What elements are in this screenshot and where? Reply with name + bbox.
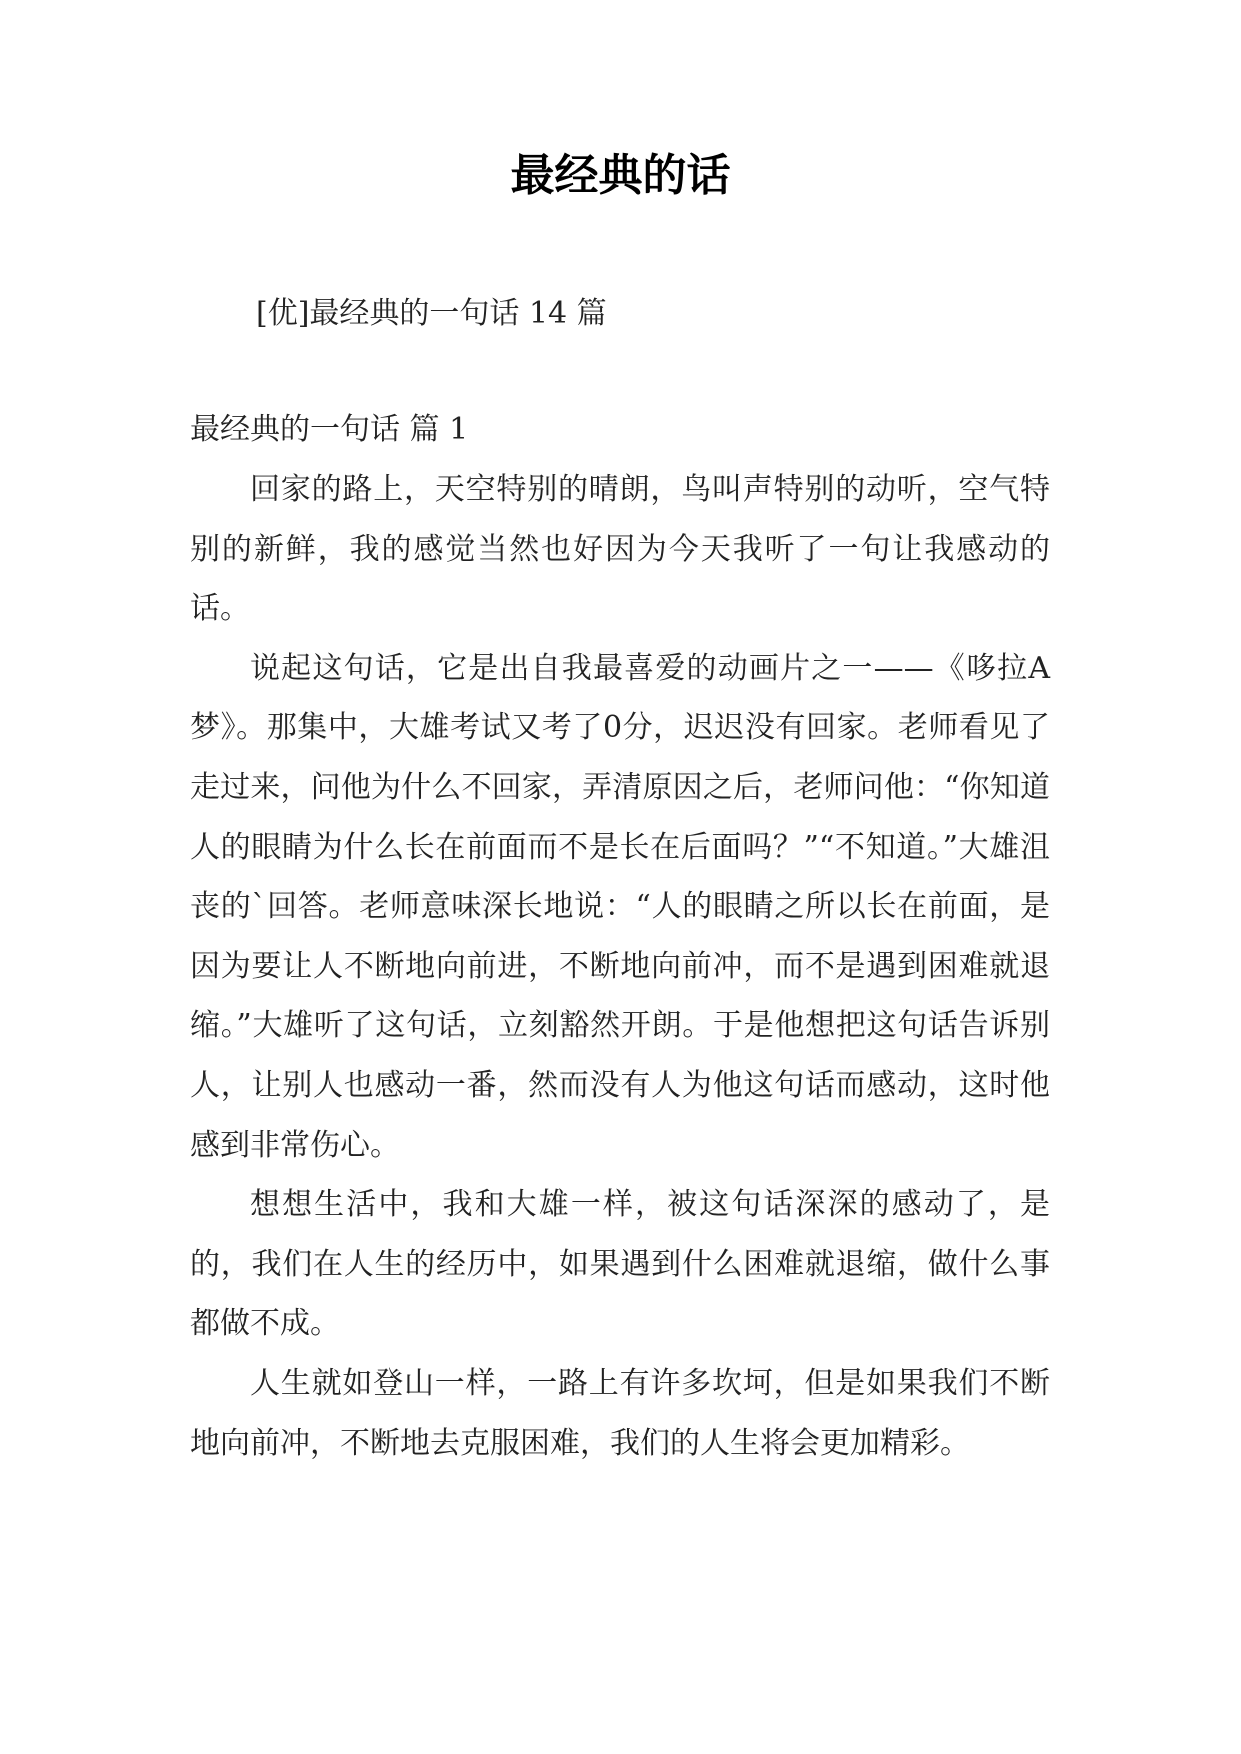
paragraph: 想想生活中，我和大雄一样，被这句话深深的感动了，是的，我们在人生的经历中，如果遇到什么困难就退缩，做什么事都做不成。 [190,1187,1050,1342]
document-body [190,460,1050,1473]
paragraph: 说起这句话，它是出自我最喜爱的动画片之一——《哆拉A梦》。那集中，大雄考试又考了0分，迟迟没有回家。老师看见了走过来，问他为什么不回家，弄清原因之后，老师问他：“你知道人的眼睛为什么长在前面而不是长在后面吗？”“不知道。”大雄沮丧的`回答。老师意味深长地说：“人的眼睛之所以长在前面，是因为要让人不断地向前进，不断地向前冲，而不是遇到困难就退缩。”大雄听了这句话，立刻豁然开朗。于是他想把这句话告诉别人，让别人也感动一番，然而没有人为他这句话而感动，这时他感到非常伤心。 [190,650,1050,1163]
section-heading: 最经典的一句话 篇 1 [190,412,469,447]
paragraph: 人生就如登山一样，一路上有许多坎坷，但是如果我们不断地向前冲，不断地去克服困难，我们的人生将会更加精彩。 [190,1365,1050,1461]
document-subtitle: [优]最经典的一句话 14 篇 [256,296,607,331]
document-title: 最经典的话 [510,150,731,201]
paragraph: 回家的路上，天空特别的晴朗，鸟叫声特别的动听，空气特别的新鲜，我的感觉当然也好因为今天我听了一句让我感动的话。 [190,472,1050,627]
